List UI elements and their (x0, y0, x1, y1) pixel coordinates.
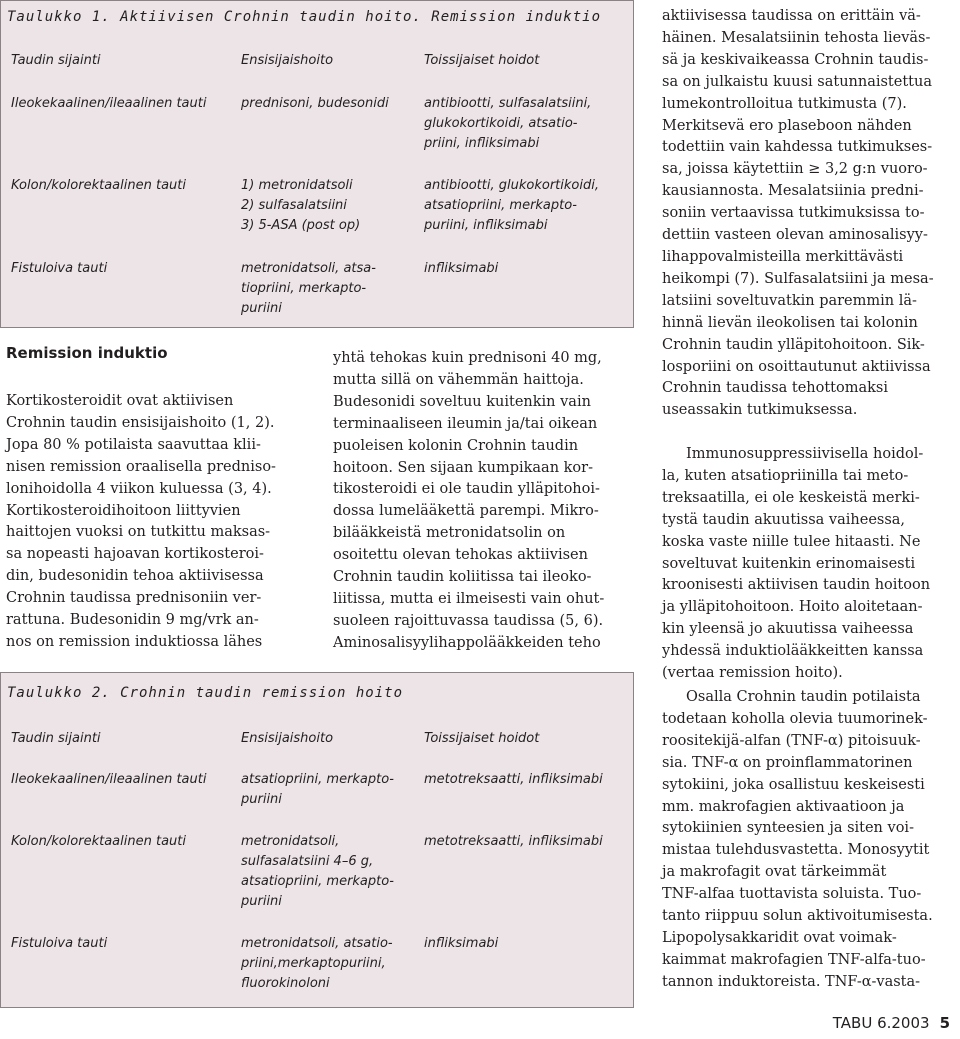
page-number: 5 (939, 1014, 950, 1032)
middle-column-text: yhtä tehokas kuin prednisoni 40 mg, mutta sillä on vähemmän haittoja. Budesonidi soveltuu kuitenkin vain terminaaliseen ileumin ja/tai oikean puoleisen kolonin Crohnin taudin hoitoon. Sen sijaan kumpikaan kor- tikosteroidi ei ole taudin ylläpitohoi- dossa lumelääkettä parempi. Mikro- bilääkkeistä metronidatsolin on osoitettu olevan tehokas aktiivisen Crohnin taudin koliitissa tai ileoko- liitissa, mutta ei ilmeisesti vain ohut- suoleen rajoittuvassa taudissa (5, 6). Aminosalisyylihappolääkkeiden teho (333, 350, 605, 651)
table2-row3-location: Fistuloiva tauti (11, 936, 108, 951)
table1-row1-location: Ileokekaalinen/ileaalinen tauti (11, 96, 207, 111)
table2-header-location: Taudin sijainti (11, 731, 101, 746)
table1-row3-location: Fistuloiva tauti (11, 261, 108, 276)
table2-header-primary: Ensisijaishoito (241, 731, 334, 746)
table2-row1-primary: atsatiopriini, merkapto- puriini (241, 772, 394, 807)
section-heading: Remission induktio (6, 344, 168, 362)
right-column-text-1: aktiivisessa taudissa on erittäin vä- häinen. Mesalatsiinin tehosta lieväs- sä ja keskivaikeassa Crohnin taudis- sa on julkaistu kuusi satunnaistettua lumekontrolloitua tutkimusta (7). Merkitsevä ero plaseboon nähden todettiin vain kahdessa tutkimukses- sa, joissa käytettiin ≥ 3,2 g:n vuoro- kausiannosta. Mesalatsiinia predni- soniin vertaavissa tutkimuksissa to- dettiin vasteen olevan aminosalisyy- lihappovalmisteilla merkittävästi heikompi (7). Sulfasalatsiini ja mesa- latsiini soveltuvatkin paremmin lä- hinnä lievän ileokolisen tai kolonin Crohnin taudin ylläpitohoitoon. Sik- losporiini on osoittautunut aktiivissa Crohnin taudissa tehottomaksi useassakin tutkimuksessa. (662, 8, 934, 419)
journal-name: TABU 6.2003 (832, 1014, 930, 1032)
table2-box (0, 672, 634, 1008)
table2-row2-secondary: metotreksaatti, infliksimabi (424, 834, 603, 849)
table1-row3-secondary: infliksimabi (424, 261, 499, 276)
table1-header-location: Taudin sijainti (11, 53, 101, 68)
table2-row3-secondary: infliksimabi (424, 936, 499, 951)
page-footer (833, 1014, 950, 1032)
table2-row2-location: Kolon/kolorektaalinen tauti (11, 834, 186, 849)
table1-row1-primary: prednisoni, budesonidi (241, 96, 389, 111)
table1-row2-primary: 1) metronidatsoli 2) sulfasalatsiini 3) 5-ASA (post op) (241, 178, 361, 233)
left-column-text: Kortikosteroidit ovat aktiivisen Crohnin taudin ensisijaishoito (1, 2). Jopa 80 % potilaista saavuttaa klii- nisen remission oraalisella predniso- lonihoidolla 4 viikon kuluessa (3, 4). Kortikosteroidihoitoon liittyvien haittojen vuoksi on tutkittu maksas- sa nopeasti hajoavan kortikosteroi- din, budesonidin tehoa aktiivisessa Crohnin taudissa prednisoniin ver- rattuna. Budesonidin 9 mg/vrk an- nos on remission induktiossa lähes (6, 393, 276, 650)
table1-row1-secondary: antibiootti, sulfasalatsiini, glukokortikoidi, atsatio- priini, infliksimabi (424, 96, 592, 151)
table2-row1-location: Ileokekaalinen/ileaalinen tauti (11, 772, 207, 787)
table1-box (0, 0, 634, 328)
table1-row2-secondary: antibiootti, glukokortikoidi, atsatiopriini, merkapto- puriini, infliksimabi (424, 178, 599, 233)
table2-caption: Taulukko 2. Crohnin taudin remission hoito (7, 685, 404, 701)
table2-header-secondary: Toissijaiset hoidot (424, 731, 540, 746)
table2-row2-primary: metronidatsoli, sulfasalatsiini 4–6 g, atsatiopriini, merkapto- puriini (241, 834, 394, 909)
table1-row2-location: Kolon/kolorektaalinen tauti (11, 178, 186, 193)
table2-row3-primary: metronidatsoli, atsatio- priini,merkaptopuriini, fluorokinoloni (241, 936, 393, 991)
table1-row3-primary: metronidatsoli, atsa- tiopriini, merkapto- puriini (241, 261, 376, 316)
right-column-text-2: Immunosuppressiivisella hoidol- la, kuten atsatiopriinilla tai meto- treksaatilla, ei ole keskeistä merki- tystä taudin akuutissa vaiheessa, koska vaste niille tulee hitaasti. Ne soveltuvat kuitenkin erinomaisesti kroonisesti aktiivisen taudin hoitoon ja ylläpitohoitoon. Hoito aloitetaan- kin yleensä jo akuutissa vaiheessa yhdessä induktiolääkkeitten kanssa (vertaa remission hoito). (662, 446, 931, 682)
table1-header-primary: Ensisijaishoito (241, 53, 334, 68)
table2-row1-secondary: metotreksaatti, infliksimabi (424, 772, 603, 787)
table1-caption: Taulukko 1. Aktiivisen Crohnin taudin hoito. Remission induktio (7, 9, 602, 25)
table1-header-secondary: Toissijaiset hoidot (424, 53, 540, 68)
right-column-text-3: Osalla Crohnin taudin potilaista todetaan koholla olevia tuumorinek- roositekijä-alfan (TNF-α) pitoisuuk- sia. TNF-α on proinflammatorinen sytokiini, joka osallistuu keskeisesti mm. makrofagien aktivaatioon ja sytokiinien synteesien ja siten voi- mistaa tulehdusvastetta. Monosyytit ja makrofagit ovat tärkeimmät TNF-alfaa tuottavista soluista. Tuo- tanto riippuu solun aktivoitumisesta. Lipopolysakkaridit ovat voimak- kaimmat makrofagien TNF-alfa-tuo- tannon induktoreista. TNF-α-vasta- (662, 689, 933, 990)
